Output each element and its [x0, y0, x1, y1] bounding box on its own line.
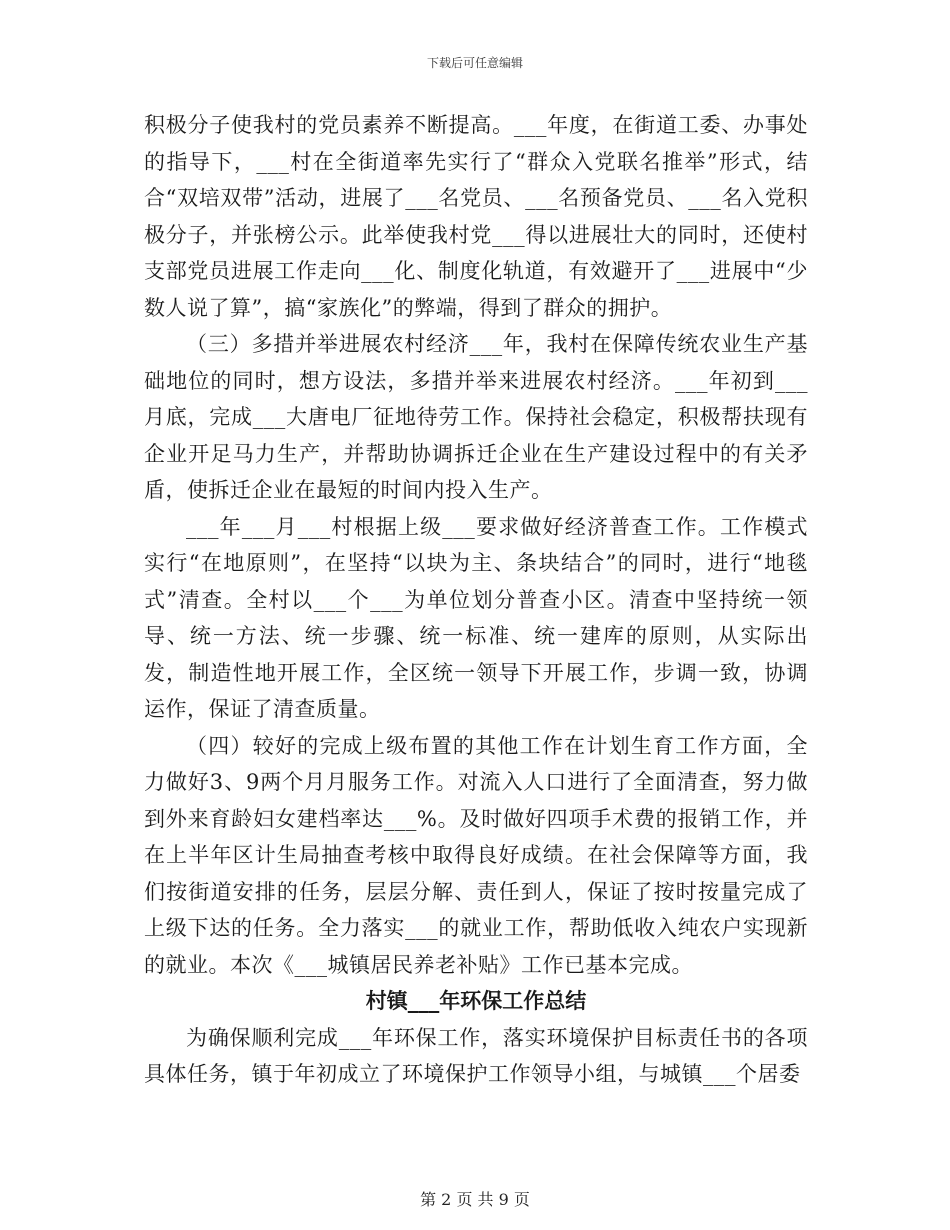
paragraph-other-work: （四）较好的完成上级布置的其他工作在计划生育工作方面，全力做好3、9两个月月服务工作。对流入人口进行了全面清查，努力做到外来育龄妇女建档率达___%。及时做好四项手术费的报销工作，并在上半年区计生局抽查考核中取得良好成绩。在社会保障等方面，我们按街道安排的任务，层层分解、责任到人，保证了按时按量完成了上级下达的任务。全力落实___的就业工作，帮助低收入纯农户实现新的就业。本次《___城镇居民养老补贴》工作已基本完成。 [144, 733, 808, 977]
section-title: 村镇___年环保工作总结 [365, 989, 587, 1013]
document-body [144, 107, 808, 1093]
paragraph-party-members: 积极分子使我村的党员素养不断提高。___年度，在街道工委、办事处的指导下，___村在全街道率先实行了“群众入党联名推举”形式，结合“双培双带”活动，进展了___名党员、___名预备党员、___名入党积极分子，并张榜公示。此举使我村党___得以进展壮大的同时，还使村支部党员进展工作走向___化、制度化轨道，有效避开了___进展中“少数人说了算”，搞“家族化”的弊端，得到了群众的拥护。 [144, 113, 808, 320]
page-header: 下载后可任意编辑 [426, 56, 523, 70]
page-footer: 第 2 页 共 9 页 [420, 1190, 530, 1209]
paragraph-economic-census: ___年___月___村根据上级___要求做好经济普查工作。工作模式实行“在地原则”，在坚持“以块为主、条块结合”的同时，进行“地毯式”清查。全村以___个___为单位划分普查小区。清查中坚持统一领导、统一方法、统一步骤、统一标准、统一建库的原则，从实际出发，制造性地开展工作，全区统一领导下开展工作，步调一致，协调运作，保证了清查质量。 [144, 514, 808, 721]
paragraph-rural-economy: （三）多措并举进展农村经济___年，我村在保障传统农业生产基础地位的同时，想方设法，多措并举来进展农村经济。___年初到___月底，完成___大唐电厂征地待劳工作。保持社会稳定，积极帮扶现有企业开足马力生产，并帮助协调拆迁企业在生产建设过程中的有关矛盾，使拆迁企业在最短的时间内投入生产。 [144, 332, 808, 502]
paragraph-environmental-work: 为确保顺利完成___年环保工作，落实环境保护目标责任书的各项具体任务，镇于年初成立了环境保护工作领导小组，与城镇___个居委 [144, 1025, 808, 1086]
